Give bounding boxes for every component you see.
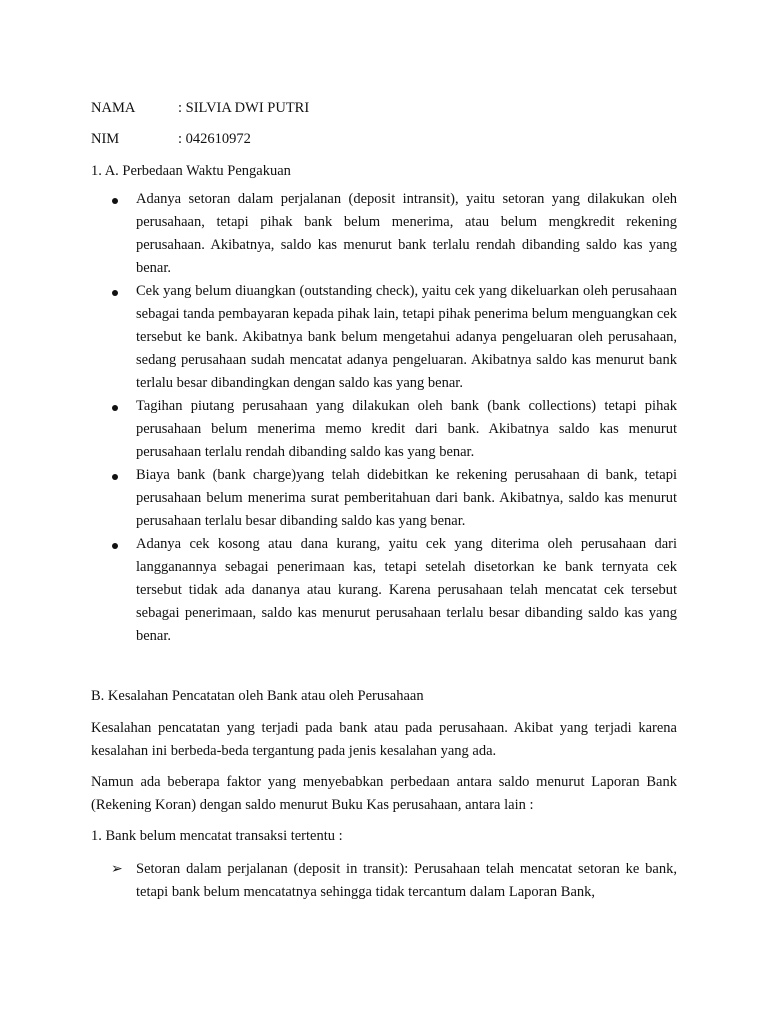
bullet-text: Biaya bank (bank charge)yang telah didebitkan ke rekening perusahaan di bank, tetapi perusahaan belum menerima surat pemberitahuan dari bank. Akibatnya, saldo kas menurut perusahaan terlalu besar dibanding saldo kas yang benar. (136, 467, 677, 529)
bullet-icon (112, 198, 118, 204)
bullet-text: Cek yang belum diuangkan (outstanding check), yaitu cek yang dikeluarkan oleh perusahaan sebagai tanda pembayaran kepada pihak lain, tetapi pihak penerima belum menguangkan cek tersebut ke bank. Akibatnya bank belum mengetahui adanya pengeluaran oleh perusahaan, sedang perusahaan sudah mencatat adanya pengeluaran. Akibatnya saldo kas menurut bank terlalu besar dibandingkan dengan saldo kas yang benar. (136, 283, 677, 391)
section-a-bullet-list (91, 188, 677, 648)
name-label: NAMA (91, 100, 136, 116)
section-a-heading: 1. A. Perbedaan Waktu Pengakuan (91, 163, 291, 179)
arrow-item-text: Setoran dalam perjalanan (deposit in transit): Perusahaan telah mencatat setoran ke bank, tetapi bank belum mencatatnya sehingga tidak tercantum dalam Laporan Bank, (136, 861, 677, 900)
bullet-text: Tagihan piutang perusahaan yang dilakukan oleh bank (bank collections) tetapi pihak perusahaan belum menerima memo kredit dari bank. Akibatnya saldo kas menurut perusahaan terlalu rendah dibanding saldo kas yang benar. (136, 398, 677, 460)
list-item (91, 464, 677, 533)
nim-label: NIM (91, 131, 120, 147)
section-b-subheading: 1. Bank belum mencatat transaksi tertentu : (91, 828, 343, 844)
bullet-text: Adanya setoran dalam perjalanan (deposit intransit), yaitu setoran yang dilakukan oleh perusahaan, tetapi pihak bank belum menerima, atau belum mengkredit rekening perusahaan. Akibatnya, saldo kas menurut bank terlalu rendah dibanding saldo kas yang benar. (136, 191, 677, 276)
section-b-heading: B. Kesalahan Pencatatan oleh Bank atau oleh Perusahaan (91, 688, 424, 704)
nim-value: : 042610972 (178, 131, 251, 147)
list-item (91, 533, 677, 648)
section-b-paragraph-1: Kesalahan pencatatan yang terjadi pada bank atau pada perusahaan. Akibat yang terjadi karena kesalahan ini berbeda-beda tergantung pada jenis kesalahan yang ada. (91, 720, 677, 759)
bullet-icon (112, 474, 118, 480)
bullet-icon (112, 543, 118, 549)
bullet-text: Adanya cek kosong atau dana kurang, yaitu cek yang diterima oleh perusahaan dari langganannya sebagai penerimaan kas, tetapi setelah disetorkan ke bank ternyata cek tersebut tidak ada dananya atau kurang. Karena perusahaan telah mencatat cek tersebut sebagai penerimaan, saldo kas menurut perusahaan terlalu besar dibanding saldo kas yang benar. (136, 536, 677, 644)
arrow-right-icon: ➢ (111, 861, 123, 877)
list-item (91, 280, 677, 395)
list-item (91, 395, 677, 464)
section-b-paragraph-2: Namun ada beberapa faktor yang menyebabkan perbedaan antara saldo menurut Laporan Bank (Rekening Koran) dengan saldo menurut Buku Kas perusahaan, antara lain : (91, 774, 677, 813)
bullet-icon (112, 290, 118, 296)
name-value: : SILVIA DWI PUTRI (178, 100, 310, 116)
list-item (91, 188, 677, 280)
bullet-icon (112, 405, 118, 411)
arrow-list-item (91, 858, 677, 904)
